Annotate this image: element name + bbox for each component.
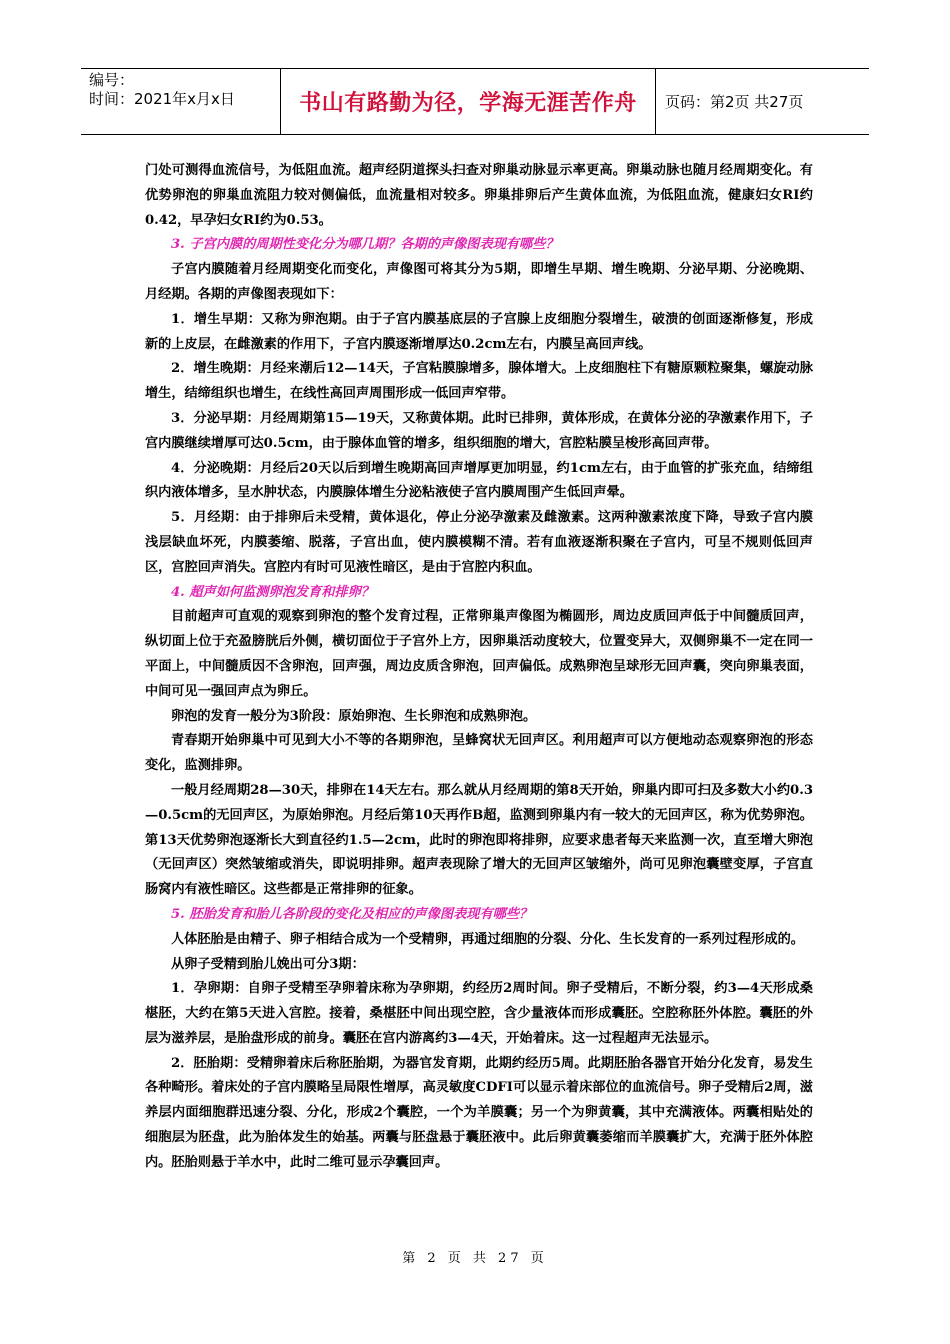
paragraph: 从卵子受精到胎儿娩出可分3期：: [171, 956, 365, 972]
list-item: 1．增生早期：又称为卵泡期。由于子宫内膜基底层的子宫腺上皮细胞分裂增生，破溃的创面逐渐修复，形成新的上皮层，在雌激素的作用下，子宫内膜逐渐增厚达0.2cm左右，内膜呈高回声线。: [145, 311, 813, 352]
body-text: [145, 159, 813, 1176]
document-number: 编号：: [89, 71, 135, 89]
header-page-cell: [656, 69, 869, 134]
page-footer: 第 2 页 共 27 页: [402, 1251, 548, 1266]
question-heading-5: 5. 胚胎发育和胎儿各阶段的变化及相应的声像图表现有哪些？: [171, 906, 533, 922]
header-motto: 书山有路勤为径，学海无涯苦作舟: [299, 90, 637, 116]
list-item: 4．分泌晚期：月经后20天以后到增生晚期高回声增厚更加明显，约1cm左右，由于血管的扩张充血，结缔组织内液体增多，呈水肿状态，内膜腺体增生分泌粘液使子宫内膜周围产生低回声晕。: [145, 460, 813, 501]
list-item: 5．月经期：由于排卵后未受精，黄体退化，停止分泌孕激素及雌激素。这两种激素浓度下降，导致子宫内膜浅层缺血坏死，内膜萎缩、脱落，子宫出血，使内膜模糊不清。若有血液逐渐积聚在子宫内，可呈不规则低回声区，宫腔回声消失。宫腔内有时可见液性暗区，是由于宫腔内积血。: [145, 510, 813, 575]
paragraph: 目前超声可直观的观察到卵泡的整个发育过程，正常卵巢声像图为椭圆形，周边皮质回声低于中间髓质回声，纵切面上位于充盈膀胱后外侧，横切面位于子宫外上方，因卵巢活动度较大，位置变异大，双侧卵巢不一定在同一平面上，中间髓质因不含卵泡，回声强，周边皮质含卵泡，回声偏低。成熟卵泡呈球形无回声囊，突向卵巢表面，中间可见一强回声点为卵丘。: [145, 609, 813, 699]
list-item: 3．分泌早期：月经周期第15—19天，又称黄体期。此时已排卵，黄体形成，在黄体分泌的孕激素作用下，子宫内膜继续增厚可达0.5cm，由于腺体血管的增多，组织细胞的增大，宫腔粘膜呈梭形高回声带。: [145, 410, 813, 451]
page-header: [81, 68, 869, 135]
header-motto-cell: [281, 69, 656, 134]
list-item: 1．孕卵期：自卵子受精至孕卵着床称为孕卵期，约经历2周时间。卵子受精后，不断分裂，约3—4天形成桑椹胚，大约在第5天进入宫腔。接着，桑椹胚中间出现空腔，含少量液体而形成囊胚。空腔称胚外体腔。囊胚的外层为滋养层，是胎盘形成的前身。囊胚在宫内游离约3—4天，开始着床。这一过程超声无法显示。: [145, 981, 813, 1046]
paragraph: 一般月经周期28—30天，排卵在14天左右。那么就从月经周期的第8天开始，卵巢内即可扫及多数大小约0.3—0.5cm的无回声区，为原始卵泡。月经后第10天再作B超，监测到卵巢内有一较大的无回声区，称为优势卵泡。第13天优势卵泡逐渐长大到直径约1.5—2cm，此时的卵泡即将排卵，应要求患者每天来监测一次，直至增大卵泡（无回声区）突然皱缩或消失，即说明排卵。超声表现除了增大的无回声区皱缩外，尚可见卵泡囊壁变厚，子宫直肠窝内有液性暗区。这些都是正常排卵的征象。: [145, 782, 813, 898]
header-page-number: 页码：第2页 共27页: [665, 93, 804, 111]
paragraph: 子宫内膜随着月经周期变化而变化，声像图可将其分为5期，即增生早期、增生晚期、分泌早期、分泌晚期、月经期。各期的声像图表现如下：: [145, 262, 813, 302]
list-item: 2．胚胎期：受精卵着床后称胚胎期，为器官发育期，此期约经历5周。此期胚胎各器官开始分化发育，易发生各种畸形。着床处的子宫内膜略呈局限性增厚，高灵敏度CDFI可以显示着床部位的血流信号。卵子受精后2周，滋养层内面细胞群迅速分裂、分化，形成2个囊腔，一个为羊膜囊；另一个为卵黄囊，其中充满液体。两囊相贴处的细胞层为胚盘，此为胎体发生的始基。两囊与胚盘悬于囊胚液中。此后卵黄囊萎缩而羊膜囊扩大，充满于胚外体腔内。胚胎则悬于羊水中，此时二维可显示孕囊回声。: [145, 1055, 813, 1170]
list-item: 2．增生晚期：月经来潮后12—14天，子宫粘膜腺增多，腺体增大。上皮细胞柱下有糖原颗粒聚集，螺旋动脉增生，结缔组织也增生，在线性高回声周围形成一低回声窄带。: [145, 361, 813, 402]
paragraph-continued: 门处可测得血流信号，为低阻血流。超声经阴道探头扫查对卵巢动脉显示率更高。卵巢动脉也随月经周期变化。有优势卵泡的卵巢血流阻力较对侧偏低，血流量相对较多。卵巢排卵后产生黄体血流，为低阻血流，健康妇女RI约0.42，早孕妇女RI约为0.53。: [145, 163, 813, 228]
paragraph: 卵泡的发育一般分为3阶段：原始卵泡、生长卵泡和成熟卵泡。: [171, 708, 537, 724]
paragraph: 青春期开始卵巢中可见到大小不等的各期卵泡，呈蜂窝状无回声区。利用超声可以方便地动态观察卵泡的形态变化，监测排卵。: [145, 733, 813, 774]
header-meta: [81, 69, 281, 134]
question-heading-3: 3. 子宫内膜的周期性变化分为哪几期？各期的声像图表现有哪些？: [171, 237, 559, 253]
paragraph: 人体胚胎是由精子、卵子相结合成为一个受精卵，再通过细胞的分裂、分化、生长发育的一系列过程形成的。: [171, 931, 804, 947]
question-heading-4: 4. 超声如何监测卵泡发育和排卵？: [171, 584, 374, 600]
document-date: 时间：2021年x月x日: [89, 90, 235, 108]
